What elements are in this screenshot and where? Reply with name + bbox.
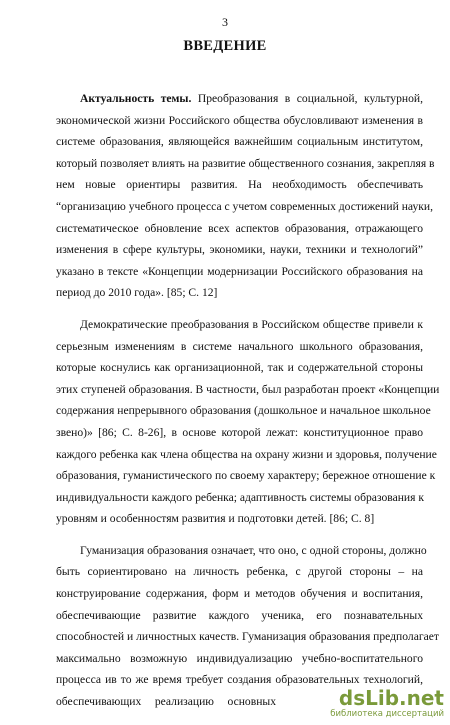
text-line: период до 2010 года». [85; С. 12] (56, 286, 218, 300)
text-line: “организацию учебного процесса с учетом современных достижений науки, (56, 199, 433, 213)
text-line: способностей и личностных качеств. Гуманизация образования предполагает (56, 630, 439, 644)
text-line: указано в тексте «Концепции модернизации Российского образования на (56, 264, 423, 278)
paragraph-reforms (56, 314, 440, 530)
text-line: звено)» [86; С. 8-26], в основе которой лежат: конституционное право (56, 425, 423, 439)
text-line: обеспечивающих реализацию основных (56, 695, 276, 709)
page-number: 3 (222, 15, 228, 29)
text-line (56, 88, 423, 110)
page-title: ВВЕДЕНИЕ (183, 38, 267, 54)
text-line: который позволяет влиять на развитие общественного сознания, закрепляя в (56, 156, 435, 170)
text-line: процесса ив то же время требует создания образовательных технологий, (56, 673, 423, 687)
text-line: которые коснулись как организационной, так и содержательной стороны (56, 361, 423, 375)
text-line: каждого ребенка как члена общества на охрану жизни и здоровья, получение (56, 447, 437, 461)
text-line: быть сориентировано на личность ребенка, с другой стороны – на (56, 565, 423, 579)
text-line: этих ступеней образования. В частности, был разработан проект «Концепции (56, 382, 440, 396)
text-line: изменения в сфере культуры, экономики, науки, техники и технологий” (56, 243, 423, 257)
text-line: обеспечивающие развитие каждого ученика, его познавательных (56, 608, 423, 622)
watermark-subtitle: библиотека диссертаций (330, 709, 444, 719)
text-line: содержания непрерывного образования (дошкольное и начальное школьное (56, 404, 431, 418)
text-line: Гуманизация образования означает, что оно, с одной стороны, должно (80, 543, 427, 557)
paragraph-relevance (56, 88, 435, 304)
text-line: системе образования, являющейся важнейшим социальным институтом, (56, 135, 423, 149)
text-line: образования, гуманистического по своему характеру; бережное отношение к (56, 469, 436, 483)
text-line: систематическое обновление всех аспектов образования, отражающего (56, 221, 423, 235)
watermark (314, 687, 444, 721)
text-span: Преобразования в социальной, культурной, (191, 92, 423, 105)
text-line: максимально возможную индивидуализацию учебно-воспитательного (56, 651, 423, 665)
text-line: конструирование содержания, форм и методов обучения и воспитания, (56, 587, 423, 601)
text-line: индивидуальности каждого ребенка; адаптивность системы образования к (56, 490, 424, 504)
text-line: серьезным изменениям в системе начального школьного образования, (56, 339, 423, 353)
text-line: уровням и особенностям развития и подготовки детей. [86; С. 8] (56, 512, 375, 526)
text-line: нем новые ориентиры развития. На необходимость обеспечивать (56, 178, 423, 192)
watermark-logo: dsLib.net (338, 686, 444, 710)
text-line: Демократические преобразования в Российском обществе привели к (80, 317, 423, 331)
document-body (56, 88, 440, 723)
text-line: экономической жизни Российского общества обусловливают изменения в (56, 113, 423, 127)
lead-heading: Актуальность темы. (80, 92, 192, 105)
